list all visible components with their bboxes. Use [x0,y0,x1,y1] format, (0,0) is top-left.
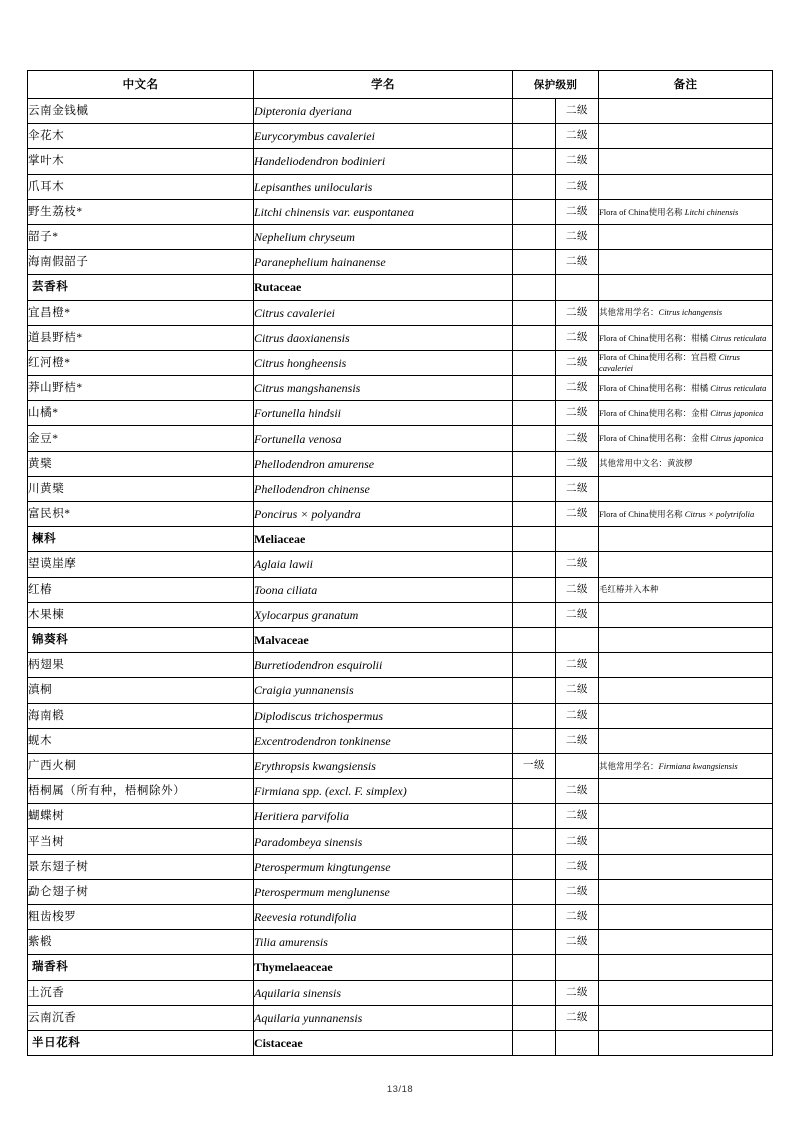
protection-level-first-class [513,829,556,854]
protection-level-first-class [513,854,556,879]
protection-level-second-class: 二级 [556,350,599,375]
species-chinese-name: 云南金钱槭 [28,99,254,124]
protection-level-second-class: 二级 [556,930,599,955]
species-scientific-name: Citrus daoxianensis [254,325,513,350]
species-scientific-name: Citrus hongheensis [254,350,513,375]
remarks-cell: Flora of China使用名称：宜昌橙 Citrus cavaleriei [599,350,773,375]
protection-level-first-class [513,224,556,249]
protection-level-second-class: 二级 [556,728,599,753]
species-scientific-name: Pterospermum kingtungense [254,854,513,879]
column-header-scientific-name: 学名 [254,71,513,99]
protection-level-second-class: 二级 [556,653,599,678]
species-scientific-name: Lepisanthes unilocularis [254,174,513,199]
protection-level-second-class: 二级 [556,577,599,602]
species-scientific-name: Phellodendron amurense [254,451,513,476]
remarks-cell [599,728,773,753]
species-chinese-name: 红椿 [28,577,254,602]
species-scientific-name: Excentrodendron tonkinense [254,728,513,753]
species-row [28,905,773,930]
species-chinese-name: 勐仑翅子树 [28,879,254,904]
protection-level-first-class: 一级 [513,753,556,778]
remarks-cell: 其他常用中文名：黄波椤 [599,451,773,476]
protection-level-second-class: 二级 [556,980,599,1005]
family-chinese-name: 芸香科 [28,275,254,300]
protection-level-second-class: 二级 [556,300,599,325]
species-chinese-name: 蚬木 [28,728,254,753]
protection-level-first-class [513,174,556,199]
species-chinese-name: 山橘* [28,401,254,426]
remarks-cell [599,779,773,804]
species-row [28,779,773,804]
remarks-cell [599,149,773,174]
species-scientific-name: Burretiodendron esquirolii [254,653,513,678]
family-scientific-name: Malvaceae [254,627,513,652]
remarks-cell: Flora of China使用名称：柑橘 Citrus reticulata [599,325,773,350]
species-row [28,224,773,249]
species-chinese-name: 掌叶木 [28,149,254,174]
protection-level-first-class [513,426,556,451]
protection-level-second-class: 二级 [556,250,599,275]
species-scientific-name: Pterospermum menglunense [254,879,513,904]
protection-level-first-class [513,955,556,980]
species-chinese-name: 蝴蝶树 [28,804,254,829]
species-scientific-name: Aquilaria sinensis [254,980,513,1005]
species-scientific-name: Heritiera parvifolia [254,804,513,829]
protection-level-first-class [513,376,556,401]
protection-level-first-class [513,124,556,149]
species-chinese-name: 韶子* [28,224,254,249]
species-row [28,703,773,728]
protection-level-second-class [556,627,599,652]
species-chinese-name: 海南椴 [28,703,254,728]
species-scientific-name: Fortunella venosa [254,426,513,451]
species-scientific-name: Xylocarpus granatum [254,602,513,627]
remark-scientific-name: Citrus reticulata [710,382,767,393]
family-row [28,955,773,980]
column-header-protection-level: 保护级别 [513,71,599,99]
protection-level-first-class [513,325,556,350]
species-chinese-name: 木果楝 [28,602,254,627]
species-chinese-name: 野生荔枝* [28,199,254,224]
species-row [28,804,773,829]
column-header-remarks: 备注 [599,71,773,99]
remarks-cell [599,879,773,904]
species-scientific-name: Paranephelium hainanense [254,250,513,275]
species-chinese-name: 粗齿梭罗 [28,905,254,930]
protection-level-first-class [513,779,556,804]
species-scientific-name: Diplodiscus trichospermus [254,703,513,728]
protection-level-second-class: 二级 [556,401,599,426]
remarks-cell [599,955,773,980]
species-chinese-name: 景东翅子树 [28,854,254,879]
species-chinese-name: 海南假韶子 [28,250,254,275]
species-chinese-name: 川黄檗 [28,476,254,501]
species-row [28,854,773,879]
protection-level-second-class: 二级 [556,602,599,627]
species-row [28,376,773,401]
remarks-cell [599,224,773,249]
protection-level-first-class [513,250,556,275]
species-scientific-name: Tilia amurensis [254,930,513,955]
remarks-cell [599,552,773,577]
protection-level-first-class [513,476,556,501]
species-row [28,199,773,224]
remark-scientific-name: Citrus reticulata [710,332,767,343]
remarks-cell: 其他常用学名：Firmiana kwangsiensis [599,753,773,778]
species-row [28,451,773,476]
species-row [28,401,773,426]
protection-level-second-class: 二级 [556,325,599,350]
protection-level-second-class: 二级 [556,905,599,930]
species-scientific-name: Nephelium chryseum [254,224,513,249]
remarks-cell [599,829,773,854]
remarks-cell [599,476,773,501]
protection-level-first-class [513,653,556,678]
protection-level-first-class [513,879,556,904]
remarks-cell: Flora of China使用名称：金柑 Citrus japonica [599,426,773,451]
species-chinese-name: 道县野桔* [28,325,254,350]
species-chinese-name: 莽山野桔* [28,376,254,401]
remarks-cell [599,250,773,275]
protection-level-first-class [513,980,556,1005]
page-footer: 13/18 [386,1084,414,1095]
species-scientific-name: Handeliodendron bodinieri [254,149,513,174]
protection-level-second-class: 二级 [556,854,599,879]
protection-level-first-class [513,703,556,728]
species-row [28,879,773,904]
protection-level-first-class [513,502,556,527]
species-row [28,99,773,124]
protection-level-second-class: 二级 [556,376,599,401]
remark-scientific-name: Citrus japonica [710,433,764,444]
species-row [28,325,773,350]
protection-level-first-class [513,804,556,829]
species-scientific-name: Fortunella hindsii [254,401,513,426]
family-chinese-name: 瑞香科 [28,955,254,980]
protection-level-first-class [513,1030,556,1055]
family-scientific-name: Cistaceae [254,1030,513,1055]
remarks-cell: 其他常用学名：Citrus ichangensis [599,300,773,325]
species-chinese-name: 富民枳* [28,502,254,527]
protection-level-second-class [556,275,599,300]
species-chinese-name: 滇桐 [28,678,254,703]
remarks-cell [599,1030,773,1055]
protection-level-first-class [513,552,556,577]
species-row [28,350,773,375]
remark-scientific-name: Citrus cavaleriei [599,352,740,373]
protection-level-first-class [513,930,556,955]
family-row [28,527,773,552]
protection-level-second-class: 二级 [556,199,599,224]
species-chinese-name: 紫椴 [28,930,254,955]
remarks-cell [599,854,773,879]
protection-level-first-class [513,678,556,703]
protection-level-first-class [513,401,556,426]
protection-level-second-class: 二级 [556,829,599,854]
species-scientific-name: Litchi chinensis var. euspontanea [254,199,513,224]
protection-level-second-class: 二级 [556,804,599,829]
protection-level-first-class [513,275,556,300]
species-scientific-name: Erythropsis kwangsiensis [254,753,513,778]
remark-scientific-name: Citrus × polytrifolia [684,508,755,519]
family-row [28,1030,773,1055]
species-row [28,300,773,325]
protection-level-first-class [513,527,556,552]
column-header-chinese-name: 中文名 [28,71,254,99]
protection-level-first-class [513,905,556,930]
protected-species-table [27,70,773,1056]
remarks-cell [599,905,773,930]
protection-level-second-class: 二级 [556,879,599,904]
protection-level-second-class [556,1030,599,1055]
species-scientific-name: Aquilaria yunnanensis [254,1005,513,1030]
protection-level-first-class [513,627,556,652]
remarks-cell [599,627,773,652]
species-row [28,502,773,527]
protection-level-second-class [556,753,599,778]
remarks-cell [599,124,773,149]
protection-level-second-class: 二级 [556,451,599,476]
species-scientific-name: Eurycorymbus cavaleriei [254,124,513,149]
species-row [28,930,773,955]
protection-level-first-class [513,451,556,476]
species-row [28,728,773,753]
remarks-cell [599,653,773,678]
remarks-cell: Flora of China使用名称：柑橘 Citrus reticulata [599,376,773,401]
remarks-cell [599,174,773,199]
species-scientific-name: Citrus mangshanensis [254,376,513,401]
species-scientific-name: Poncirus × polyandra [254,502,513,527]
species-chinese-name: 土沉香 [28,980,254,1005]
protection-level-first-class [513,350,556,375]
species-scientific-name: Craigia yunnanensis [254,678,513,703]
species-row [28,980,773,1005]
table-body [28,99,773,1056]
family-chinese-name: 楝科 [28,527,254,552]
remarks-cell: Flora of China使用名称 Citrus × polytrifolia [599,502,773,527]
protection-level-second-class: 二级 [556,502,599,527]
protection-level-second-class: 二级 [556,678,599,703]
family-scientific-name: Rutaceae [254,275,513,300]
species-row [28,174,773,199]
family-chinese-name: 锦葵科 [28,627,254,652]
protection-level-second-class: 二级 [556,476,599,501]
species-row [28,829,773,854]
species-scientific-name: Phellodendron chinense [254,476,513,501]
protection-level-second-class: 二级 [556,124,599,149]
remark-scientific-name: Firmiana kwangsiensis [658,760,738,771]
protection-level-second-class: 二级 [556,99,599,124]
remarks-cell [599,602,773,627]
species-chinese-name: 伞花木 [28,124,254,149]
remarks-cell: 毛红椿并入本种 [599,577,773,602]
protection-level-second-class: 二级 [556,1005,599,1030]
remark-scientific-name: Citrus japonica [710,408,764,419]
protection-level-second-class: 二级 [556,703,599,728]
species-row [28,476,773,501]
species-row [28,124,773,149]
protection-level-first-class [513,199,556,224]
remarks-cell [599,678,773,703]
species-chinese-name: 宜昌橙* [28,300,254,325]
protection-level-second-class [556,527,599,552]
remarks-cell: Flora of China使用名称 Litchi chinensis [599,199,773,224]
protection-level-first-class [513,577,556,602]
protection-level-first-class [513,300,556,325]
protection-level-second-class: 二级 [556,779,599,804]
species-row [28,552,773,577]
species-chinese-name: 柄翅果 [28,653,254,678]
remarks-cell [599,275,773,300]
protection-level-first-class [513,1005,556,1030]
protection-level-second-class: 二级 [556,174,599,199]
species-scientific-name: Citrus cavaleriei [254,300,513,325]
species-chinese-name: 红河橙* [28,350,254,375]
species-chinese-name: 梧桐属（所有种，梧桐除外） [28,779,254,804]
remarks-cell [599,980,773,1005]
protection-level-second-class: 二级 [556,426,599,451]
remarks-cell: Flora of China使用名称：金柑 Citrus japonica [599,401,773,426]
family-chinese-name: 半日花科 [28,1030,254,1055]
family-row [28,275,773,300]
remark-scientific-name: Citrus ichangensis [658,307,723,318]
remark-scientific-name: Litchi chinensis [684,206,739,217]
species-row [28,149,773,174]
species-scientific-name: Dipteronia dyeriana [254,99,513,124]
protection-level-second-class [556,955,599,980]
remarks-cell [599,804,773,829]
header-row [28,71,773,99]
remarks-cell [599,703,773,728]
remarks-cell [599,99,773,124]
protection-level-first-class [513,728,556,753]
species-table-container [27,70,772,1056]
remarks-cell [599,1005,773,1030]
family-scientific-name: Thymelaeaceae [254,955,513,980]
species-row [28,753,773,778]
species-scientific-name: Firmiana spp. (excl. F. simplex) [254,779,513,804]
protection-level-second-class: 二级 [556,224,599,249]
family-scientific-name: Meliaceae [254,527,513,552]
species-chinese-name: 金豆* [28,426,254,451]
species-scientific-name: Toona ciliata [254,577,513,602]
species-chinese-name: 爪耳木 [28,174,254,199]
species-chinese-name: 广西火桐 [28,753,254,778]
species-chinese-name: 黄檗 [28,451,254,476]
species-row [28,602,773,627]
protection-level-first-class [513,602,556,627]
species-row [28,250,773,275]
species-row [28,1005,773,1030]
species-scientific-name: Paradombeya sinensis [254,829,513,854]
species-chinese-name: 平当树 [28,829,254,854]
family-row [28,627,773,652]
remarks-cell [599,527,773,552]
remarks-cell [599,930,773,955]
species-chinese-name: 望谟崖摩 [28,552,254,577]
species-row [28,426,773,451]
species-chinese-name: 云南沉香 [28,1005,254,1030]
table-header [28,71,773,99]
species-row [28,678,773,703]
species-scientific-name: Reevesia rotundifolia [254,905,513,930]
protection-level-second-class: 二级 [556,552,599,577]
species-row [28,653,773,678]
protection-level-first-class [513,149,556,174]
species-scientific-name: Aglaia lawii [254,552,513,577]
protection-level-first-class [513,99,556,124]
species-row [28,577,773,602]
protection-level-second-class: 二级 [556,149,599,174]
